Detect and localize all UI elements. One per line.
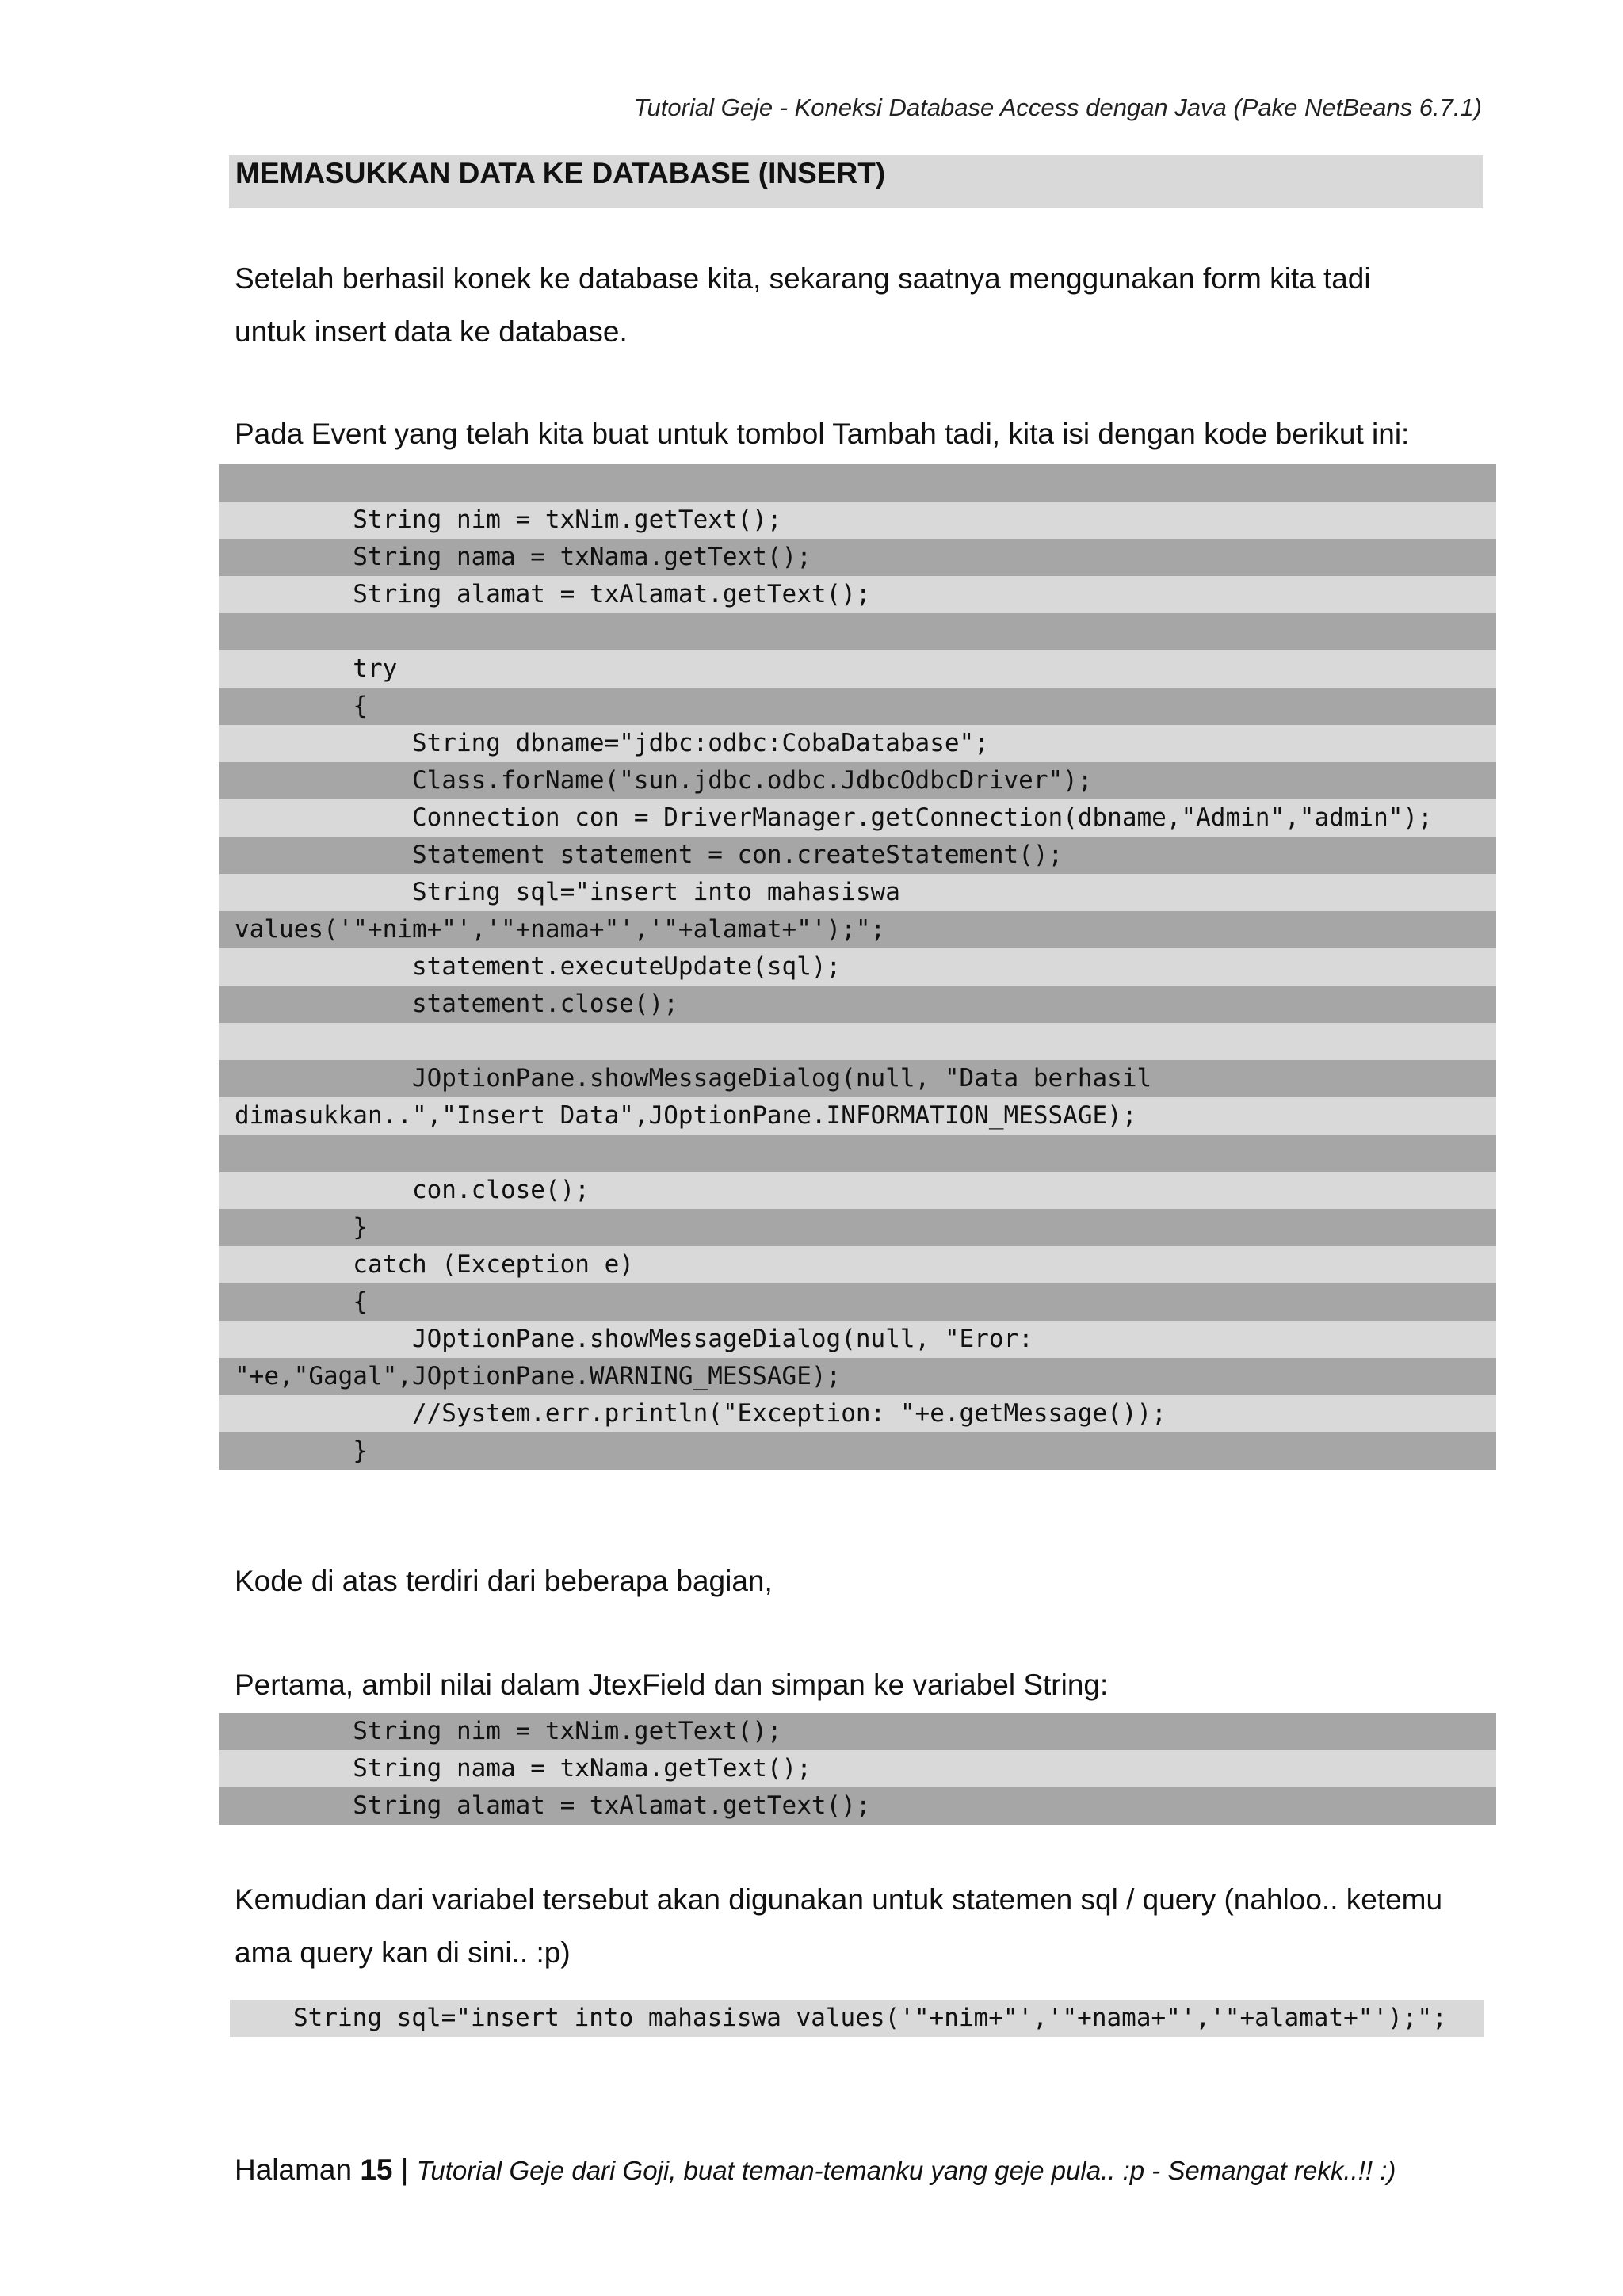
footer-separator: | xyxy=(400,2153,409,2186)
code-line: String nim = txNim.getText(); xyxy=(219,1713,1496,1750)
code-line: //System.err.println("Exception: "+e.getMessage()); xyxy=(219,1395,1496,1432)
kemudian-paragraph-line-1: Kemudian dari variabel tersebut akan digunakan untuk statemen sql / query (nahloo.. ketemu xyxy=(235,1883,1443,1916)
code-line: values('"+nim+"','"+nama+"','"+alamat+"');"; xyxy=(219,911,1496,948)
code-line: String dbname="jdbc:odbc:CobaDatabase"; xyxy=(219,725,1496,762)
code-line: JOptionPane.showMessageDialog(null, "Data berhasil xyxy=(219,1060,1496,1097)
event-paragraph: Pada Event yang telah kita buat untuk tombol Tambah tadi, kita isi dengan kode berikut ini: xyxy=(235,418,1410,450)
footer-prefix: Halaman xyxy=(235,2153,353,2186)
code-line: con.close(); xyxy=(219,1172,1496,1209)
code-line: try xyxy=(219,650,1496,688)
code-line xyxy=(219,613,1496,650)
code-line: "+e,"Gagal",JOptionPane.WARNING_MESSAGE); xyxy=(219,1358,1496,1395)
intro-paragraph-line-1: Setelah berhasil konek ke database kita, sekarang saatnya menggunakan form kita tadi xyxy=(235,262,1371,295)
page-header: Tutorial Geje - Koneksi Database Access dengan Java (Pake NetBeans 6.7.1) xyxy=(633,93,1482,121)
code-line: Statement statement = con.createStatement(); xyxy=(219,837,1496,874)
code-line: String nama = txNama.getText(); xyxy=(219,539,1496,576)
code-line: statement.close(); xyxy=(219,986,1496,1023)
code-line xyxy=(219,464,1496,502)
code-line: String nama = txNama.getText(); xyxy=(219,1750,1496,1787)
code-line: catch (Exception e) xyxy=(219,1246,1496,1283)
page-footer xyxy=(235,2153,1503,2187)
code-sql-line: String sql="insert into mahasiswa values('"+nim+"','"+nama+"','"+alamat+"');"; xyxy=(230,2000,1484,2037)
code-line: { xyxy=(219,688,1496,725)
code-block-variables xyxy=(219,1713,1496,1825)
code-line: { xyxy=(219,1283,1496,1321)
code-line: } xyxy=(219,1432,1496,1470)
pertama-paragraph: Pertama, ambil nilai dalam JtexField dan simpan ke variabel String: xyxy=(235,1669,1109,1701)
code-line: Class.forName("sun.jdbc.odbc.JdbcOdbcDriver"); xyxy=(219,762,1496,799)
code-line xyxy=(219,1023,1496,1060)
section-title: MEMASUKKAN DATA KE DATABASE (INSERT) xyxy=(229,155,1483,208)
page-number: 15 xyxy=(360,2153,393,2186)
code-line: String alamat = txAlamat.getText(); xyxy=(219,1787,1496,1825)
code-block-main xyxy=(219,464,1496,1470)
footer-tagline: Tutorial Geje dari Goji, buat teman-temanku yang geje pula.. :p - Semangat rekk..!! :) xyxy=(416,2156,1396,2185)
code-line: Connection con = DriverManager.getConnection(dbname,"Admin","admin"); xyxy=(219,799,1496,837)
kode-paragraph: Kode di atas terdiri dari beberapa bagian, xyxy=(235,1565,773,1597)
code-line xyxy=(219,1135,1496,1172)
code-line: } xyxy=(219,1209,1496,1246)
code-line: dimasukkan..","Insert Data",JOptionPane.INFORMATION_MESSAGE); xyxy=(219,1097,1496,1135)
kemudian-paragraph-line-2: ama query kan di sini.. :p) xyxy=(235,1936,571,1969)
code-line: String alamat = txAlamat.getText(); xyxy=(219,576,1496,613)
code-line: String sql="insert into mahasiswa xyxy=(219,874,1496,911)
code-line: String nim = txNim.getText(); xyxy=(219,502,1496,539)
code-line: JOptionPane.showMessageDialog(null, "Eror: xyxy=(219,1321,1496,1358)
code-line: statement.executeUpdate(sql); xyxy=(219,948,1496,986)
intro-paragraph-line-2: untuk insert data ke database. xyxy=(235,315,628,348)
